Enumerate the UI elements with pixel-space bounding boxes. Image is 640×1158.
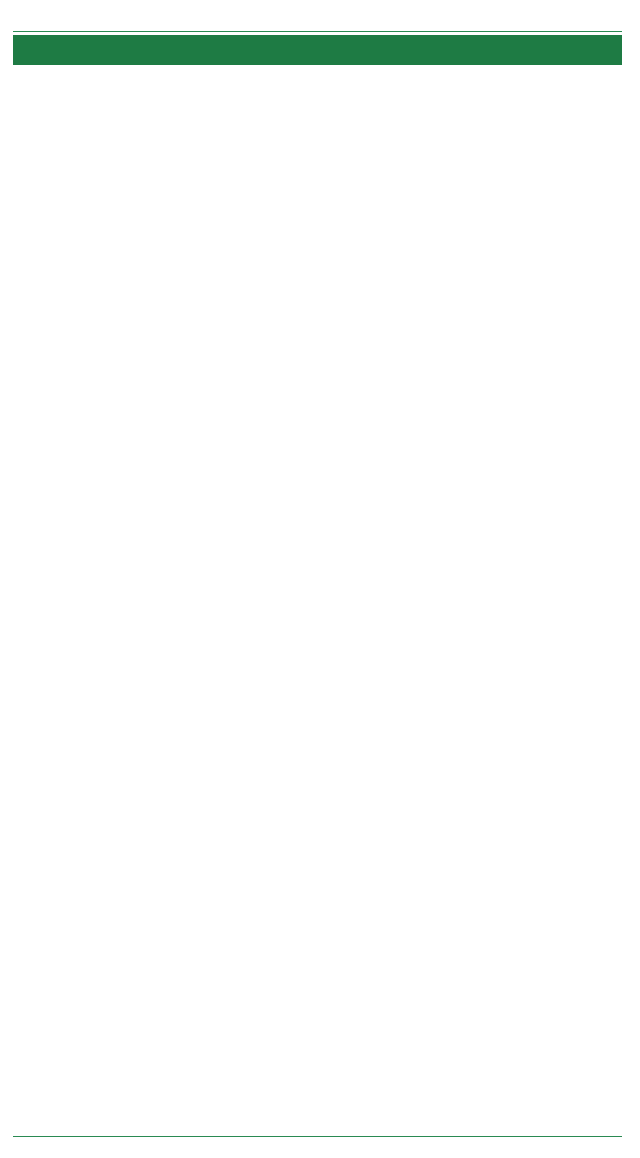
title-rule [13,31,622,32]
table-header [13,35,622,65]
footer-rule [13,1136,622,1137]
